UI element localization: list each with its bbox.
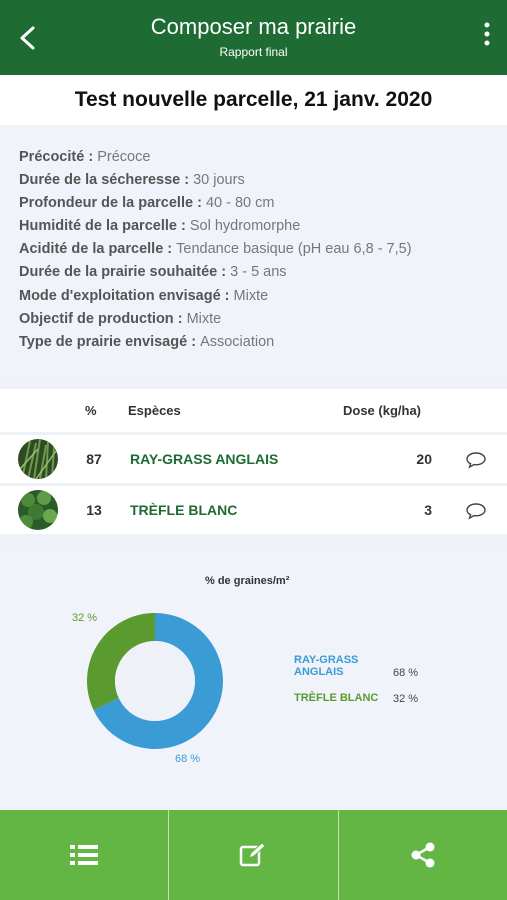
app-header: [0, 0, 507, 75]
info-value: 30 jours: [193, 172, 245, 189]
column-header-species: Espèces: [128, 403, 181, 418]
info-label: Acidité de la parcelle: [19, 241, 164, 258]
info-label: Durée de la prairie souhaitée: [19, 264, 218, 281]
legend-value-raygrass: 68 %: [393, 667, 419, 679]
info-row: Mode d'exploitation envisagé : Mixte: [19, 287, 269, 304]
info-row: Type de prairie envisagé : Association: [19, 333, 275, 350]
species-name[interactable]: TRÈFLE BLANC: [130, 502, 238, 518]
species-percentage: 13: [86, 502, 102, 518]
donut-chart: [85, 611, 225, 751]
info-row: Acidité de la parcelle : Tendance basique (pH eau 6,8 - 7,5): [19, 241, 412, 258]
info-value: Association: [200, 333, 275, 350]
legend-label-trefle: TRÈFLE BLANC: [294, 692, 379, 704]
share-icon: [410, 842, 436, 868]
list-button[interactable]: [0, 810, 169, 900]
species-thumbnail: [18, 439, 58, 479]
edit-icon: [239, 843, 267, 867]
info-label: Objectif de production: [19, 310, 174, 327]
data-label-raygrass: 68 %: [175, 753, 201, 765]
parcel-info: [0, 125, 507, 375]
page-title: Test nouvelle parcelle, 21 janv. 2020: [0, 75, 507, 125]
info-value: Tendance basique (pH eau 6,8 - 7,5): [176, 241, 412, 258]
info-label: Mode d'exploitation envisagé: [19, 287, 221, 304]
comment-icon[interactable]: [465, 502, 487, 520]
list-icon: [70, 844, 98, 866]
info-label: Durée de la sécheresse: [19, 172, 181, 189]
info-value: Mixte: [186, 310, 222, 327]
info-value: Précoce: [97, 149, 151, 165]
info-row: Objectif de production : Mixte: [19, 310, 222, 327]
data-label-trefle: 32 %: [72, 612, 98, 624]
more-vertical-icon: [477, 20, 497, 50]
legend-label-raygrass: RAY-GRASS ANGLAIS: [294, 654, 359, 678]
legend-value-trefle: 32 %: [393, 693, 419, 705]
table-row[interactable]: [0, 486, 507, 534]
info-row: Durée de la prairie souhaitée : 3 - 5 ans: [19, 264, 287, 281]
header-title: Composer ma prairie: [150, 14, 357, 39]
info-value: Sol hydromorphe: [189, 218, 301, 235]
info-label: Profondeur de la parcelle: [19, 195, 194, 212]
species-dose: 3: [424, 502, 432, 518]
bottom-toolbar: [0, 810, 507, 900]
info-row: Précocité : Précoce: [19, 149, 151, 165]
info-row: Profondeur de la parcelle : 40 - 80 cm: [19, 195, 275, 212]
info-value: 40 - 80 cm: [205, 195, 275, 212]
edit-button[interactable]: [169, 810, 338, 900]
info-row: Durée de la sécheresse : 30 jours: [19, 172, 245, 189]
share-button[interactable]: [339, 810, 507, 900]
species-dose: 20: [416, 451, 432, 467]
info-label: Précocité: [19, 149, 85, 165]
info-label: Humidité de la parcelle: [19, 218, 177, 235]
species-percentage: 87: [86, 451, 102, 467]
info-value: Mixte: [233, 287, 269, 304]
column-header-pct: %: [85, 403, 97, 418]
seed-chart-panel: [0, 553, 507, 810]
header-subtitle: Rapport final: [219, 45, 288, 59]
info-label: Type de prairie envisagé: [19, 333, 188, 350]
info-value: 3 - 5 ans: [230, 264, 287, 281]
column-header-dose: Dose (kg/ha): [343, 403, 422, 418]
comment-icon[interactable]: [465, 451, 487, 469]
donut-hole: [115, 641, 195, 721]
species-thumbnail: [18, 490, 58, 530]
table-header: [0, 389, 507, 432]
more-menu-button[interactable]: [477, 20, 497, 50]
info-row: Humidité de la parcelle : Sol hydromorphe: [19, 218, 301, 235]
species-name[interactable]: RAY-GRASS ANGLAIS: [130, 451, 279, 467]
table-row[interactable]: [0, 435, 507, 483]
chart-title: % de graines/m²: [205, 575, 290, 587]
